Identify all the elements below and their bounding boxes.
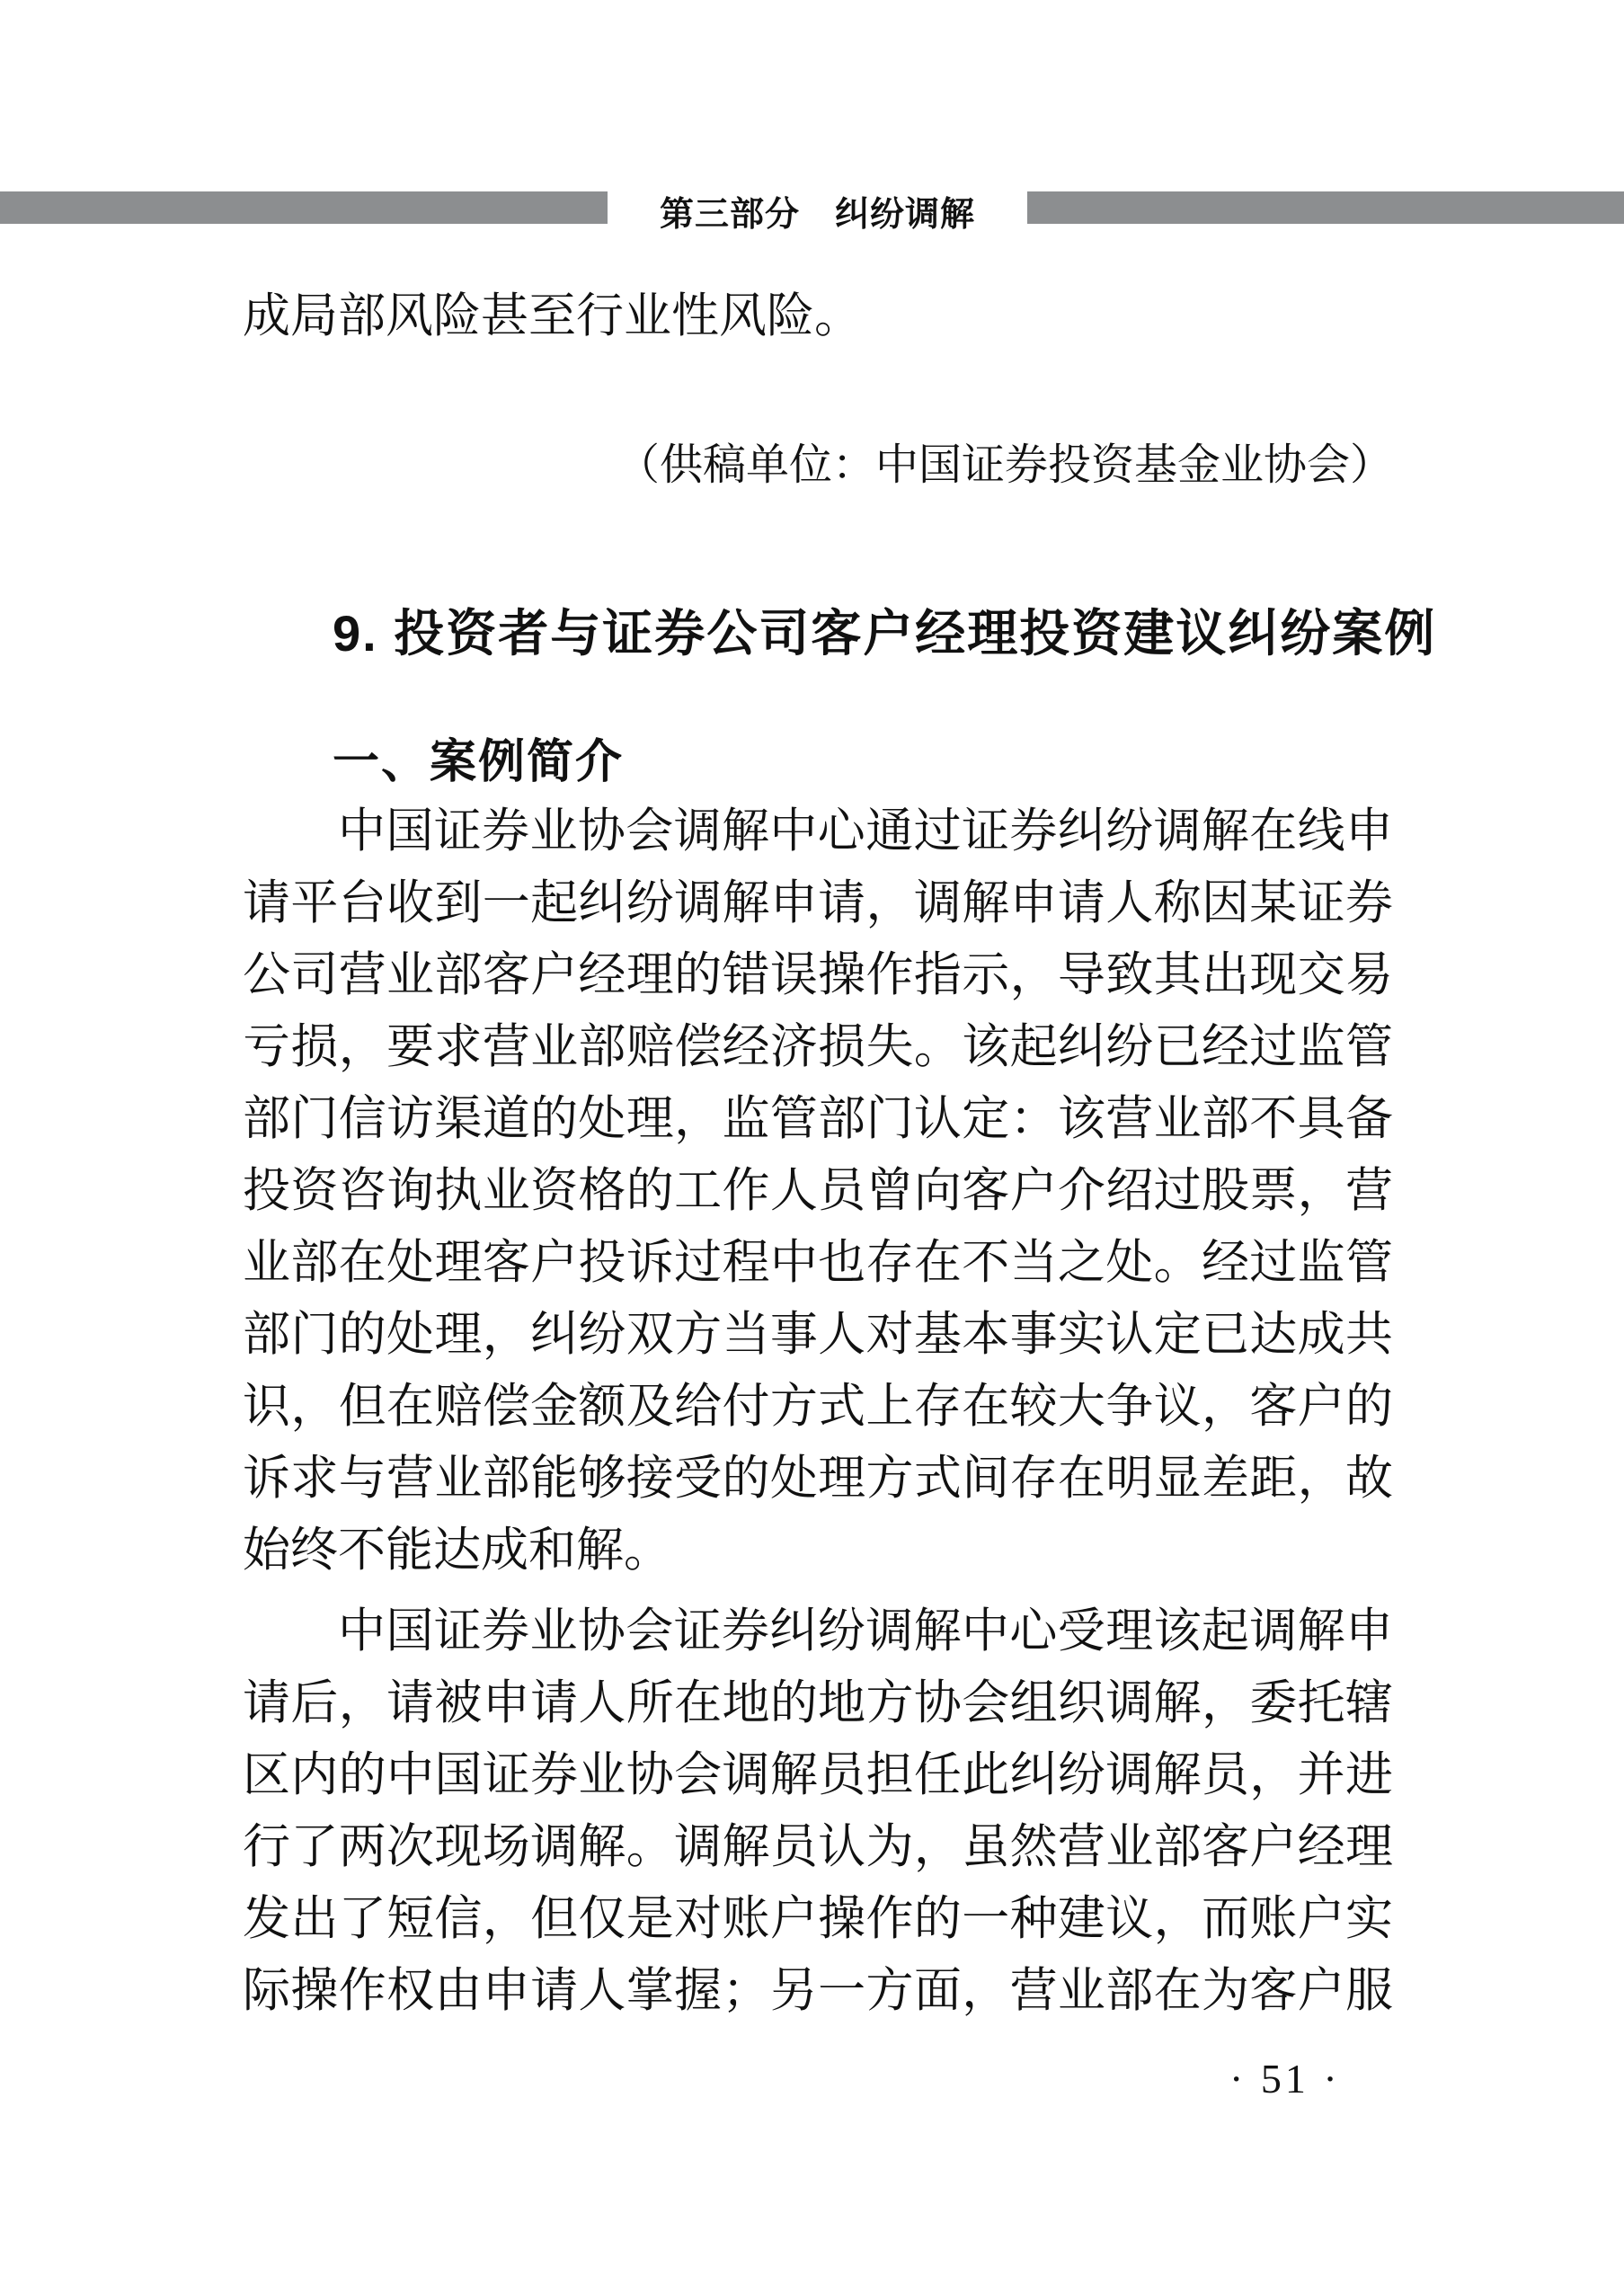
paragraph-2	[243, 1595, 1393, 2027]
page-number: · 51 ·	[1229, 2056, 1341, 2102]
attribution-line: （供稿单位：中国证券投资基金业协会）	[616, 441, 1393, 489]
intro-tail-line: 成局部风险甚至行业性风险。	[243, 290, 862, 342]
body-line: 部门的处理，纠纷双方当事人对基本事实认定已达成共	[243, 1309, 1393, 1361]
body-line: 行了两次现场调解。调解员认为，虽然营业部客户经理	[243, 1821, 1393, 1873]
body-line: 识，但在赔偿金额及给付方式上存在较大争议，客户的	[243, 1381, 1393, 1433]
body-line: 请后，请被申请人所在地的地方协会组织调解，委托辖	[243, 1677, 1393, 1729]
case-heading: 9. 投资者与证券公司客户经理投资建议纠纷案例	[333, 605, 1437, 662]
header-rule-left	[0, 191, 608, 224]
page-header	[0, 191, 1624, 234]
body-line: 际操作权由申请人掌握；另一方面，营业部在为客户服	[243, 1965, 1393, 2017]
body-line: 请平台收到一起纠纷调解申请，调解申请人称因某证券	[243, 877, 1393, 929]
body-line: 亏损，要求营业部赔偿经济损失。该起纠纷已经过监管	[243, 1021, 1393, 1073]
body-line: 区内的中国证券业协会调解员担任此纠纷调解员，并进	[243, 1749, 1393, 1801]
body-line: 中国证券业协会调解中心通过证券纠纷调解在线申	[338, 805, 1393, 858]
body-line: 部门信访渠道的处理，监管部门认定：该营业部不具备	[243, 1093, 1393, 1145]
body-line: 诉求与营业部能够接受的处理方式间存在明显差距，故	[243, 1453, 1393, 1505]
section-title: 第三部分 纠纷调解	[659, 196, 975, 234]
body-line: 公司营业部客户经理的错误操作指示，导致其出现交易	[243, 949, 1393, 1001]
body-line: 发出了短信，但仅是对账户操作的一种建议，而账户实	[243, 1893, 1393, 1945]
body-line: 投资咨询执业资格的工作人员曾向客户介绍过股票，营	[243, 1165, 1393, 1217]
case-subheading: 一、案例简介	[333, 737, 625, 788]
body-line: 中国证券业协会证券纠纷调解中心受理该起调解申	[338, 1605, 1393, 1658]
paragraph-1	[243, 795, 1393, 1586]
body-line: 始终不能达成和解。	[243, 1524, 671, 1577]
header-rule-right	[1027, 191, 1624, 224]
body-line: 业部在处理客户投诉过程中也存在不当之处。经过监管	[243, 1237, 1393, 1289]
